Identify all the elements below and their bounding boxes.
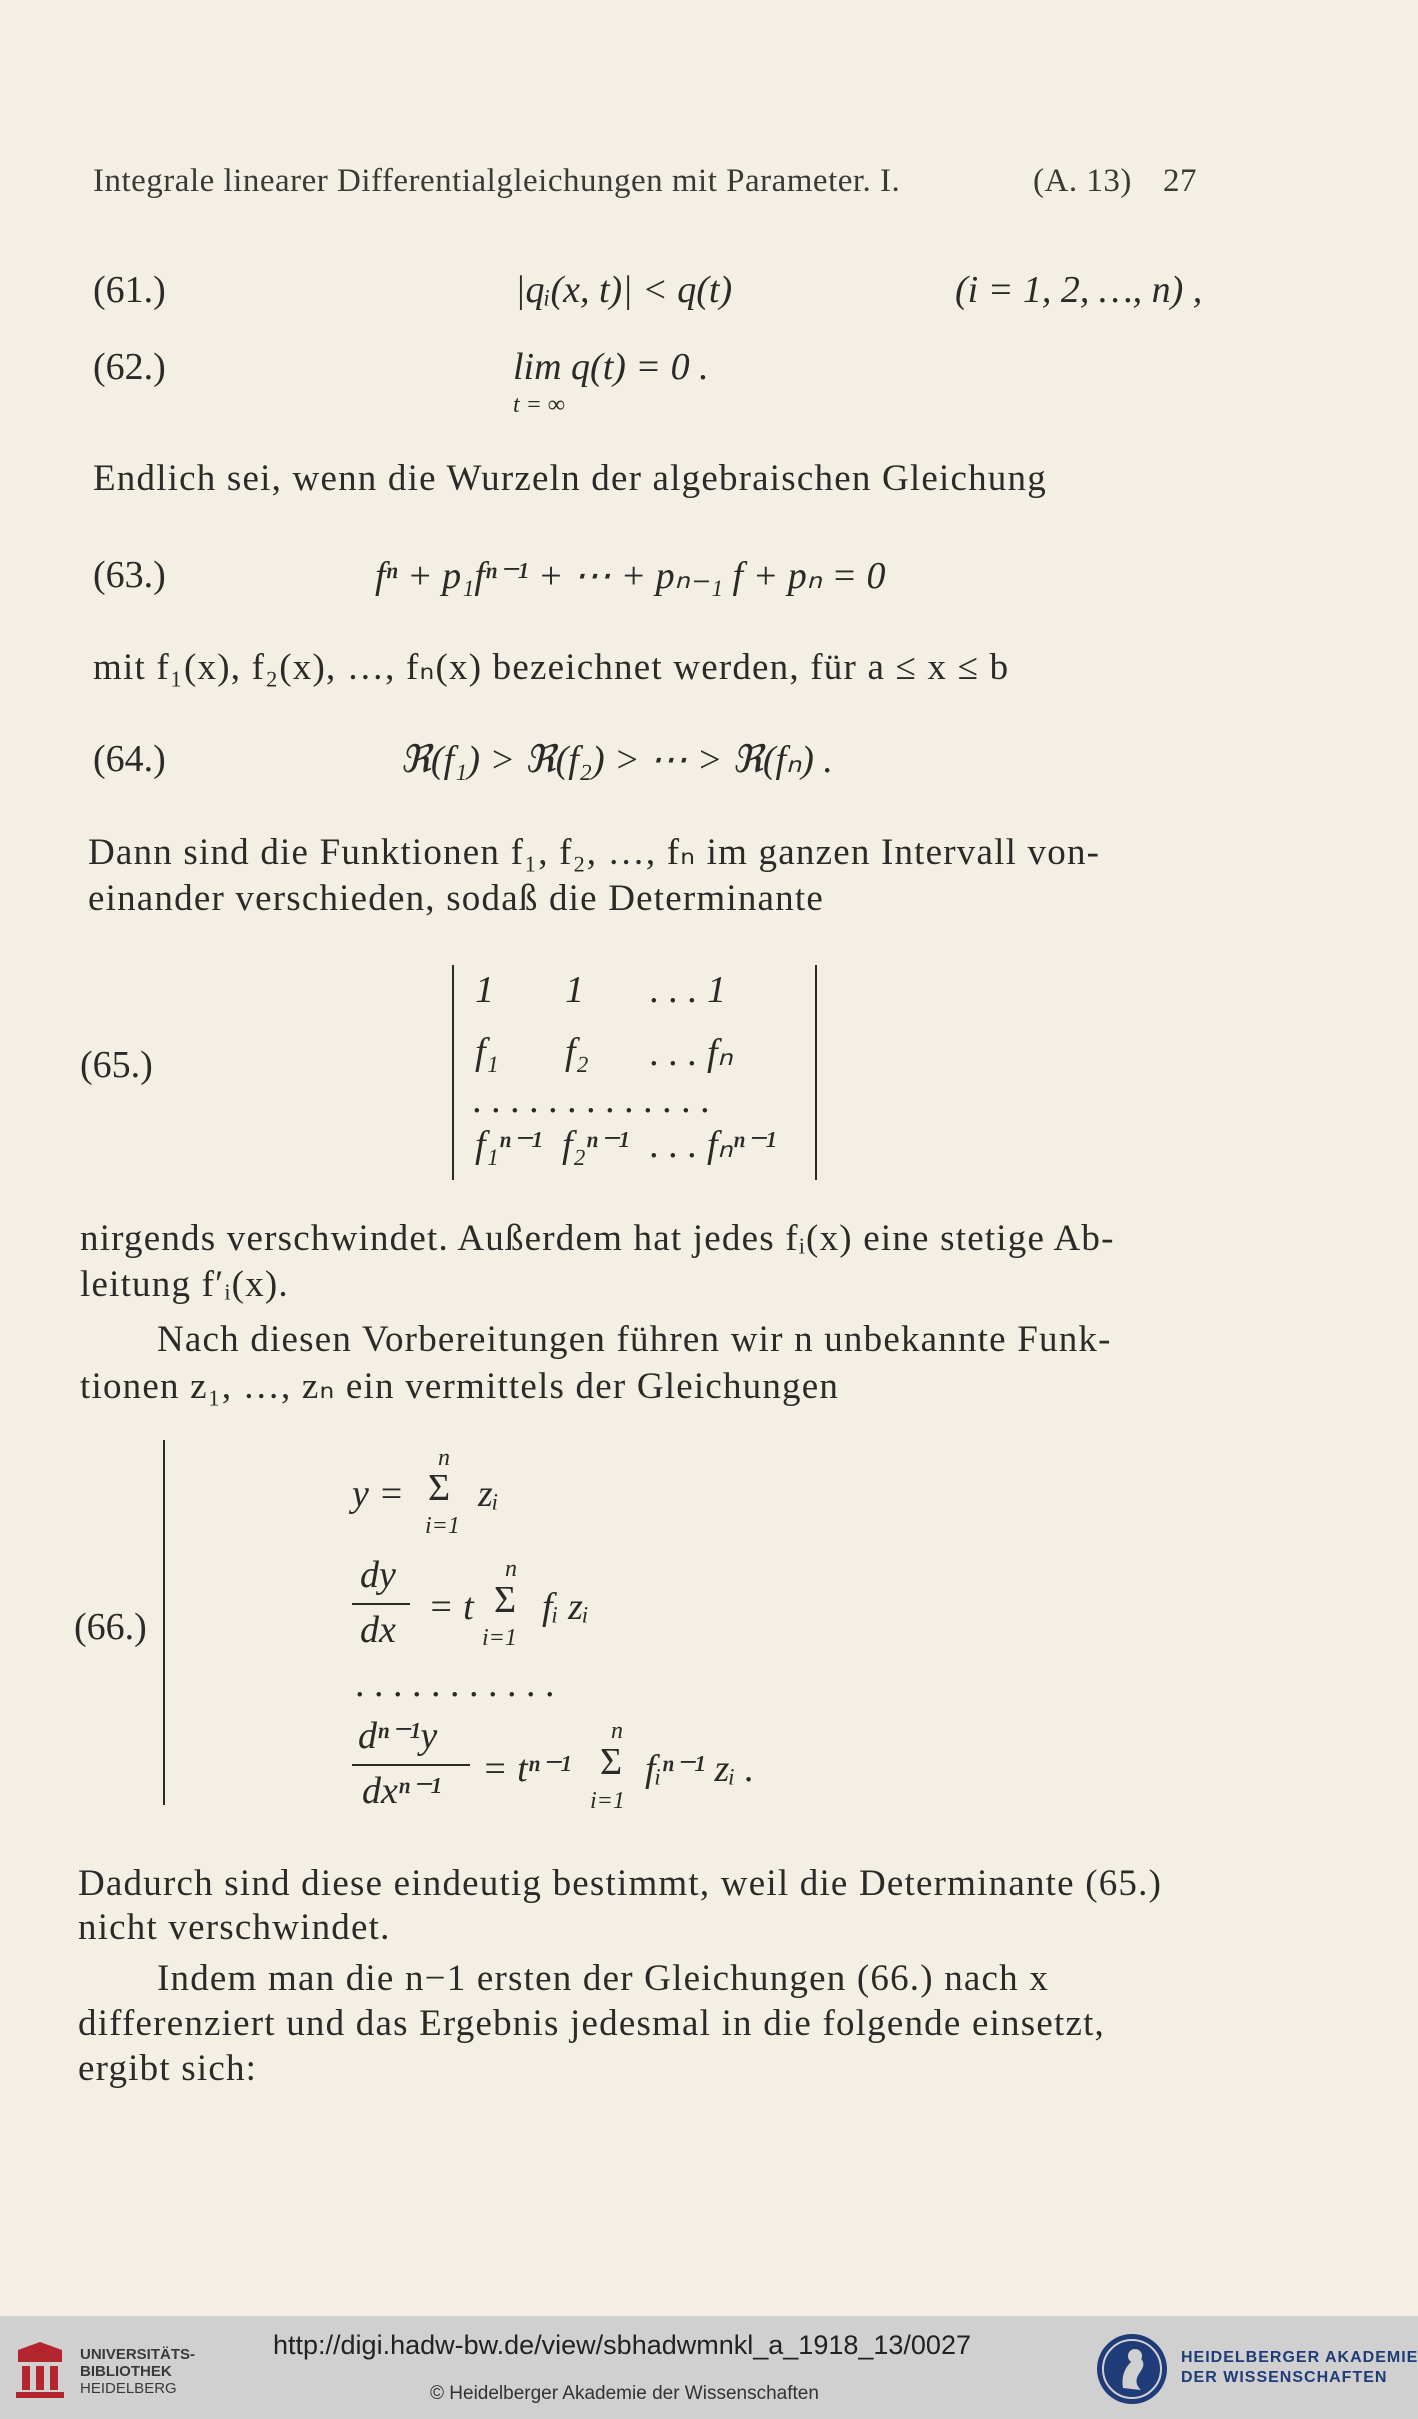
eq66-line3-middle: = tⁿ⁻¹ bbox=[482, 1748, 572, 1790]
sum-lower-limit: i=1 bbox=[425, 1513, 460, 1539]
matrix-cell: f₂ⁿ⁻¹ bbox=[562, 1124, 630, 1166]
paragraph-nach-line-1: Nach diesen Vorbereitungen führen wir n unbekannte Funk- bbox=[157, 1319, 1112, 1360]
matrix-cell: f₁ⁿ⁻¹ bbox=[475, 1124, 543, 1166]
matrix-cell: 1 bbox=[565, 969, 584, 1011]
eq66-line2-rhs: fᵢ zᵢ bbox=[542, 1586, 589, 1628]
permalink-url[interactable]: http://digi.hadw-bw.de/view/sbhadwmnkl_a_1918_13/0027 bbox=[273, 2330, 971, 2360]
equation-label-62: (62.) bbox=[93, 346, 166, 388]
paragraph-nirgends-line-2: leitung f′ᵢ(x). bbox=[80, 1264, 289, 1305]
eq66-line2-numerator: dy bbox=[360, 1554, 396, 1596]
paragraph-dadurch-line-1: Dadurch sind diese eindeutig bestimmt, weil die Determinante (65.) bbox=[78, 1863, 1163, 1904]
library-logo-line: BIBLIOTHEK bbox=[80, 2363, 172, 2380]
header-reference: (A. 13) bbox=[1033, 163, 1132, 199]
equation-label-63: (63.) bbox=[93, 554, 166, 596]
eq66-line2-denominator: dx bbox=[360, 1609, 396, 1651]
paragraph-mit: mit f₁(x), f₂(x), …, fₙ(x) bezeichnet werden, für a ≤ x ≤ b bbox=[93, 647, 1010, 688]
matrix-cell: . . . fₙ bbox=[650, 1032, 733, 1074]
sum-lower-limit: i=1 bbox=[482, 1625, 517, 1651]
university-library-logo-icon bbox=[12, 2340, 68, 2400]
library-logo-line: UNIVERSITÄTS- bbox=[80, 2346, 196, 2363]
equation-64: ℜ(f₁) > ℜ(f₂) > ⋯ > ℜ(fₙ) . bbox=[400, 739, 833, 781]
paragraph-nach-line-2: tionen z₁, …, zₙ ein vermittels der Gleichungen bbox=[80, 1366, 840, 1407]
matrix-cell: . . . fₙⁿ⁻¹ bbox=[650, 1124, 777, 1166]
fraction-bar bbox=[352, 1764, 470, 1766]
eq66-line3-denominator: dxⁿ⁻¹ bbox=[362, 1770, 442, 1812]
determinant-left-bar bbox=[452, 965, 454, 1180]
page-number: 27 bbox=[1163, 163, 1197, 199]
equation-label-64: (64.) bbox=[93, 738, 166, 780]
eq66-line3-numerator: dⁿ⁻¹y bbox=[358, 1715, 438, 1757]
equation-label-65: (65.) bbox=[80, 1044, 153, 1086]
paragraph-dann-line-1: Dann sind die Funktionen f₁, f₂, …, fₙ im ganzen Intervall von- bbox=[88, 832, 1101, 873]
sum-upper-limit: n bbox=[505, 1556, 517, 1582]
fraction-bar bbox=[352, 1603, 410, 1605]
paragraph-indem-line-3: ergibt sich: bbox=[78, 2048, 258, 2089]
viewer-footer bbox=[0, 2316, 1418, 2419]
sum-upper-limit: n bbox=[611, 1718, 623, 1744]
sum-symbol: Σ bbox=[428, 1467, 451, 1509]
equation-61: |qᵢ(x, t)| < q(t) bbox=[515, 269, 733, 311]
paragraph-dann-line-2: einander verschieden, sodaß die Determinante bbox=[88, 878, 824, 919]
matrix-cell: f₁ bbox=[475, 1031, 499, 1073]
matrix-cell: 1 bbox=[475, 969, 494, 1011]
matrix-cell: . . . 1 bbox=[650, 969, 726, 1011]
equation-label-66: (66.) bbox=[74, 1606, 147, 1648]
eq66-line1-rhs: zᵢ bbox=[478, 1473, 499, 1515]
determinant-right-bar bbox=[815, 965, 817, 1180]
academy-seal-icon bbox=[1095, 2332, 1169, 2406]
paragraph-dadurch-line-2: nicht verschwindet. bbox=[78, 1907, 391, 1948]
eq66-line1-lhs: y = bbox=[352, 1473, 405, 1515]
equation-61-condition: (i = 1, 2, …, n) , bbox=[955, 269, 1203, 311]
sum-upper-limit: n bbox=[438, 1445, 450, 1471]
copyright-notice: © Heidelberger Akademie der Wissenschaften bbox=[430, 2383, 819, 2404]
paragraph-nirgends-line-1: nirgends verschwindet. Außerdem hat jedes fᵢ(x) eine stetige Ab- bbox=[80, 1218, 1115, 1259]
paragraph-endlich: Endlich sei, wenn die Wurzeln der algebraischen Gleichung bbox=[93, 458, 1047, 499]
academy-name-line: DER WISSENSCHAFTEN bbox=[1181, 2369, 1388, 2386]
matrix-dots-row: . . . . . . . . . . . . . bbox=[473, 1079, 711, 1121]
equation-63: fⁿ + p₁fⁿ⁻¹ + ⋯ + pₙ₋₁ f + pₙ = 0 bbox=[375, 555, 886, 597]
eq66-line2-middle: = t bbox=[428, 1586, 474, 1628]
equation-62-limit-subscript: t = ∞ bbox=[513, 392, 565, 418]
academy-name-line: HEIDELBERGER AKADEMIE bbox=[1181, 2349, 1418, 2366]
eq66-dots-row: . . . . . . . . . . . bbox=[355, 1663, 555, 1705]
matrix-cell: f₂ bbox=[565, 1031, 589, 1073]
system-brace bbox=[163, 1440, 165, 1805]
eq66-line3-rhs: fᵢⁿ⁻¹ zᵢ . bbox=[645, 1748, 755, 1790]
sum-lower-limit: i=1 bbox=[590, 1788, 625, 1814]
paragraph-indem-line-1: Indem man die n−1 ersten der Gleichungen (66.) nach x bbox=[157, 1958, 1050, 1999]
equation-label-61: (61.) bbox=[93, 269, 166, 311]
equation-62: lim q(t) = 0 . bbox=[513, 346, 709, 388]
sum-symbol: Σ bbox=[494, 1579, 517, 1621]
sum-symbol: Σ bbox=[600, 1741, 623, 1783]
paragraph-indem-line-2: differenziert und das Ergebnis jedesmal in die folgende einsetzt, bbox=[78, 2003, 1106, 2044]
running-title: Integrale linearer Differentialgleichungen mit Parameter. I. bbox=[93, 163, 901, 199]
library-logo-line: HEIDELBERG bbox=[80, 2380, 177, 2397]
